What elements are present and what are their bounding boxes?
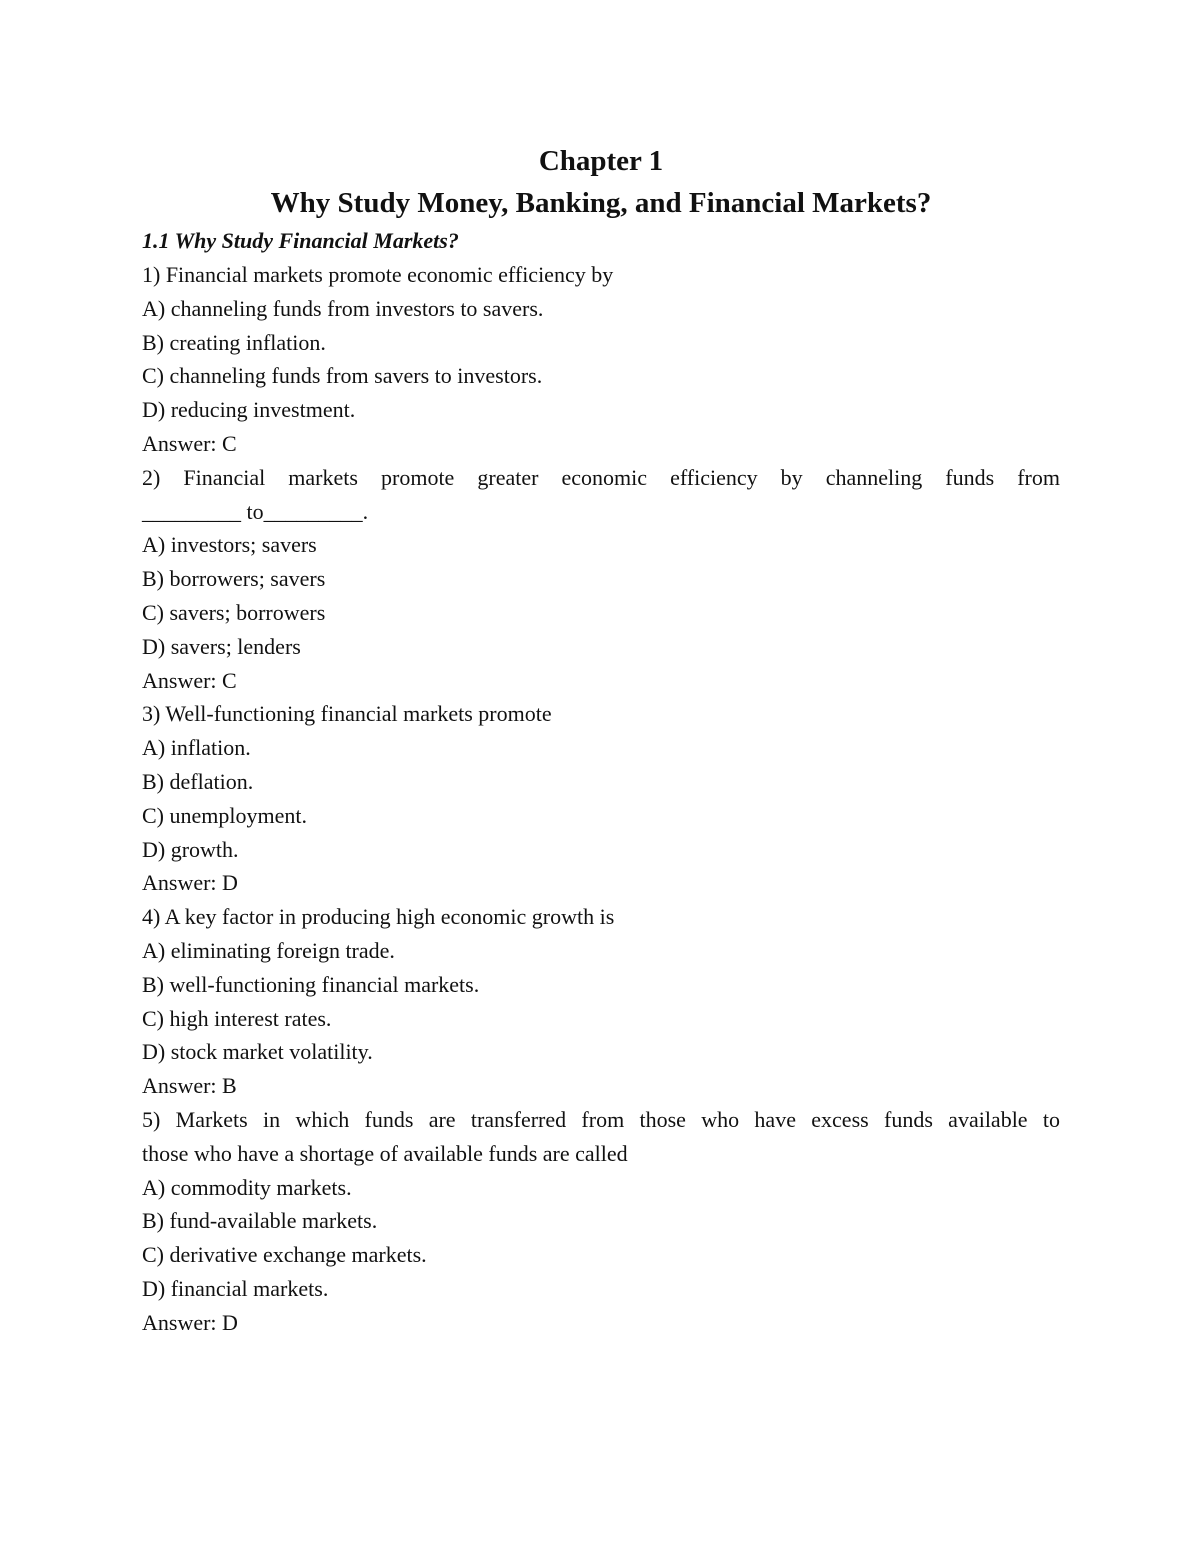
option-list [142,731,1060,866]
option-b: B) well-functioning financial markets. [142,971,480,997]
question-stem-line-2: those who have a shortage of available funds are called [142,1140,628,1166]
question-stem-line-1: 5) Markets in which funds are transferred from those who have excess funds available to [142,1106,1060,1132]
question-5 [142,1103,1060,1340]
section-heading: 1.1 Why Study Financial Markets? [142,228,459,253]
question-2 [142,461,1060,698]
answer: Answer: D [142,870,238,896]
chapter-title: Chapter 1 [538,145,664,177]
document-page [142,140,1060,1340]
answer: Answer: C [142,430,237,456]
option-a: A) eliminating foreign trade. [142,937,395,963]
option-a: A) channeling funds from investors to savers. [142,295,544,321]
option-c: C) high interest rates. [142,1005,332,1031]
option-b: B) fund-available markets. [142,1208,378,1234]
option-d: D) reducing investment. [142,397,356,423]
question-stem-line-1: 2) Financial markets promote greater economic efficiency by channeling funds from [142,464,1060,490]
option-list [142,1171,1060,1306]
option-b: B) deflation. [142,768,254,794]
question-stem: 4) A key factor in producing high economic growth is [142,904,615,930]
option-c: C) derivative exchange markets. [142,1242,427,1268]
option-list [142,528,1060,663]
option-c: C) channeling funds from savers to investors. [142,363,543,389]
option-d: D) savers; lenders [142,633,301,659]
option-d: D) stock market volatility. [142,1039,373,1065]
option-b: B) creating inflation. [142,329,326,355]
option-a: A) inflation. [142,735,251,761]
option-list [142,934,1060,1069]
question-1 [142,258,1060,461]
answer: Answer: B [142,1073,237,1099]
option-a: A) investors; savers [142,532,317,558]
chapter-subtitle: Why Study Money, Banking, and Financial Markets? [270,187,932,219]
option-c: C) savers; borrowers [142,599,326,625]
option-d: D) growth. [142,836,239,862]
question-4 [142,900,1060,1103]
option-list [142,292,1060,427]
question-stem: 1) Financial markets promote economic efficiency by [142,262,614,287]
question-3 [142,697,1060,900]
answer: Answer: C [142,667,237,693]
option-a: A) commodity markets. [142,1174,352,1200]
question-stem: 3) Well-functioning financial markets promote [142,701,552,727]
option-c: C) unemployment. [142,802,307,828]
option-d: D) financial markets. [142,1275,329,1301]
question-stem-line-2: _________ to_________. [142,498,369,524]
option-b: B) borrowers; savers [142,566,326,592]
answer: Answer: D [142,1309,238,1335]
